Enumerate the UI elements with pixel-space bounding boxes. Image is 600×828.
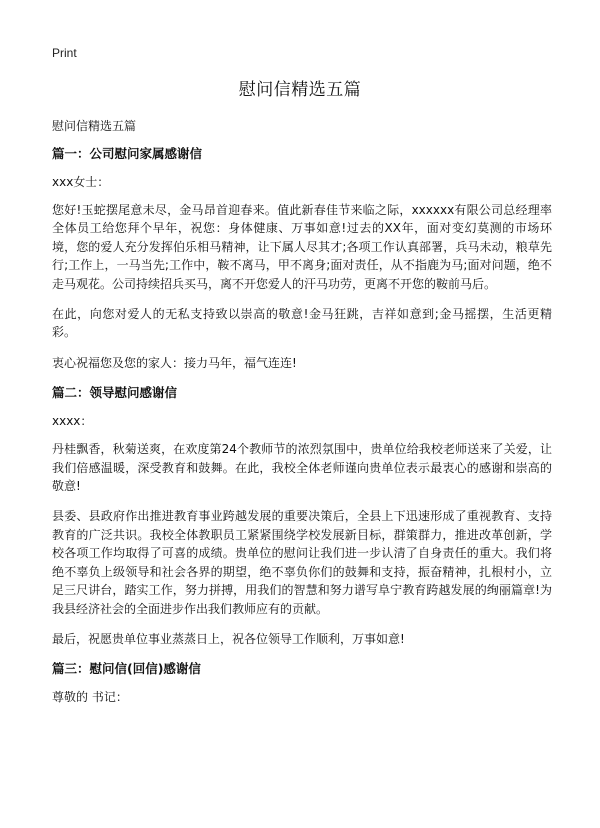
document-title: 慰问信精选五篇 [238, 80, 362, 100]
paragraph: 您好!玉蛇摆尾意未尽，金马昂首迎春来。值此新春佳节来临之际，xxxxxx有限公司总经理率全体员工给您拜个早年，祝您：身体健康、万事如意!过去的XX年，面对变幻莫测的市场环境，您的爱人充分发挥伯乐相马精神，让下属人尽其才;各项工作认真部署，兵马未动，粮草先行;工作上，一马当先;工作中，鞍不离马，甲不离身;面对责任，从不指鹿为马;面对问题，绝不走马观花。公司持续招兵买马，离不开您爱人的汗马功劳，更离不开您的鞍前马后。 [52, 203, 552, 291]
paragraph: 衷心祝福您及您的家人：接力马年，福气连连! [52, 355, 297, 370]
section-heading: 篇二：领导慰问感谢信 [52, 385, 178, 401]
salutation: xxx女士： [52, 175, 110, 189]
salutation: 尊敬的 书记： [52, 690, 128, 705]
salutation: xxxx： [52, 414, 93, 429]
document-body [52, 117, 552, 716]
section-1 [52, 145, 552, 372]
paragraph: 最后，祝愿贵单位事业蒸蒸日上，祝各位领导工作顺利，万事如意! [52, 631, 405, 646]
section-2 [52, 384, 552, 648]
print-link[interactable]: Print [52, 46, 77, 60]
document-subtitle: 慰问信精选五篇 [52, 119, 137, 133]
paragraph: 在此，向您对爱人的无私支持致以崇高的敬意!金马狂跳，吉祥如意到;金马摇摆，生活更精彩。 [52, 307, 552, 340]
paragraph: 丹桂飘香，秋菊送爽，在欢度第24个教师节的浓烈氛围中，贵单位给我校老师送来了关爱，让我们倍感温暖，深受教育和鼓舞。在此，我校全体老师谨向贵单位表示最衷心的感谢和崇高的敬意! [52, 442, 552, 494]
section-3 [52, 660, 552, 706]
section-heading: 篇一：公司慰问家属感谢信 [52, 146, 203, 161]
paragraph: 县委、县政府作出推进教育事业跨越发展的重要决策后，全县上下迅速形成了重视教育、支持教育的广泛共识。我校全体教职员工紧紧围绕学校发展新目标，群策群力，推进改革创新，学校各项工作均取得了可喜的成绩。贵单位的慰问让我们进一步认清了自身责任的重大。我们将绝不辜负上级领导和社会各界的期望，绝不辜负你们的鼓舞和支持，振奋精神，扎根村小，立足三尺讲台，踏实工作，努力拼搏，用我们的智慧和努力谱写阜宁教育跨越发展的绚丽篇章!为我县经济社会的全面进步作出我们教师应有的贡献。 [52, 509, 552, 616]
section-heading: 篇三：慰问信(回信)感谢信 [52, 661, 201, 677]
